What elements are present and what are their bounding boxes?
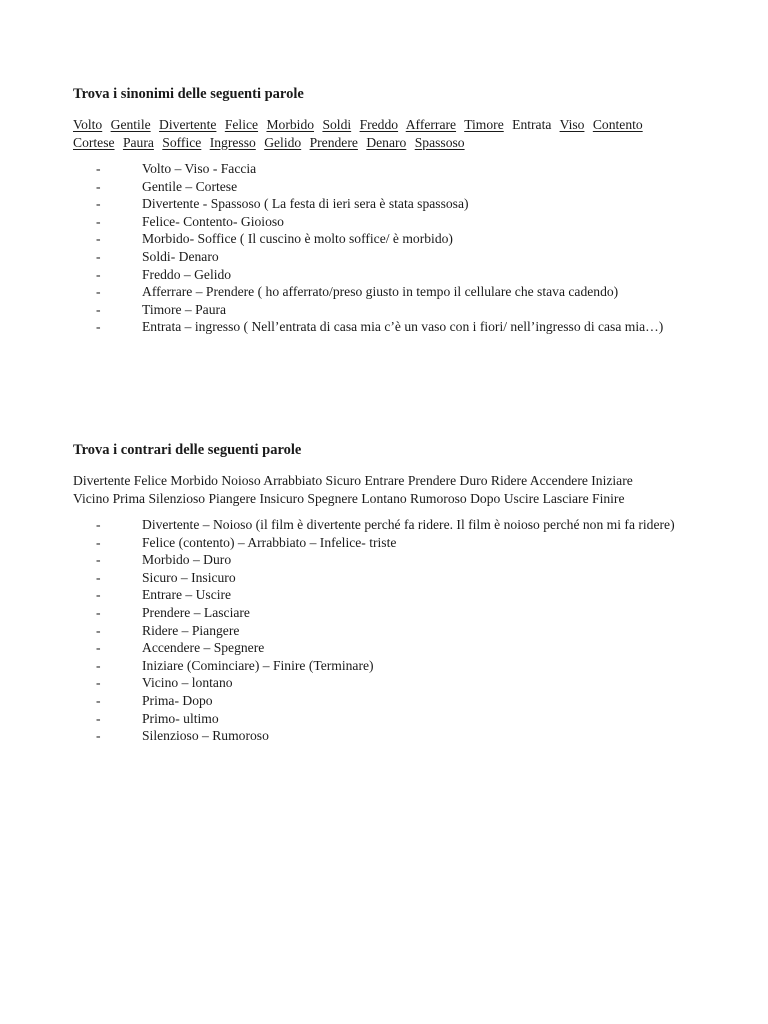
antonyms-word-line-2: Vicino Prima Silenzioso Piangere Insicuro Spegnere Lontano Rumoroso Dopo Uscire Lasciare Finire	[73, 490, 625, 506]
synonym-word: Ingresso	[209, 134, 256, 150]
synonym-word: Paura	[122, 134, 154, 150]
synonyms-word-line-2	[73, 134, 693, 152]
list-item-text: Timore – Paura	[142, 301, 227, 317]
list-item-text: Divertente – Noioso (il film è divertente perché fa ridere. Il film è noioso perché non mi fa ridere)	[142, 517, 675, 532]
list-bullet: -	[96, 569, 101, 585]
list-bullet: -	[96, 319, 101, 335]
list-item-text: Primo- ultimo	[142, 710, 219, 726]
synonym-word: Denaro	[366, 134, 407, 150]
list-item-text: Vicino – lontano	[142, 675, 233, 691]
list-bullet: -	[96, 266, 101, 282]
list-bullet: -	[96, 534, 101, 550]
list-bullet: -	[96, 301, 101, 317]
list-item-text: Felice (contento) – Arrabbiato – Infelice- triste	[142, 534, 397, 550]
synonyms-heading: Trova i sinonimi delle seguenti parole	[73, 86, 304, 102]
list-item	[96, 674, 693, 692]
list-item	[96, 604, 693, 622]
list-item-text: Volto – Viso - Faccia	[142, 161, 257, 176]
list-bullet: -	[96, 728, 101, 744]
list-bullet: -	[96, 161, 101, 176]
list-item-text: Soldi- Denaro	[142, 248, 219, 264]
list-bullet: -	[96, 284, 101, 300]
list-item	[96, 534, 693, 552]
list-item-text: Silenzioso – Rumoroso	[142, 728, 269, 744]
list-item-text: Accendere – Spegnere	[142, 640, 265, 656]
list-item-text: Prendere – Lasciare	[142, 604, 250, 620]
list-bullet: -	[96, 552, 101, 568]
list-item	[96, 551, 693, 569]
synonyms-word-line-1	[73, 116, 693, 134]
list-item-text: Divertente - Spassoso ( La festa di ieri sera è stata spassosa)	[142, 196, 469, 212]
synonym-word: Felice	[224, 117, 259, 132]
synonym-word: Gelido	[264, 134, 302, 150]
list-item	[96, 160, 693, 178]
synonym-word: Viso	[559, 117, 585, 132]
list-item	[96, 516, 693, 534]
list-item-text: Afferrare – Prendere ( ho afferrato/preso giusto in tempo il cellulare che stava cadendo)	[142, 284, 619, 300]
list-item	[96, 266, 693, 284]
synonym-word: Freddo	[359, 117, 399, 132]
list-item	[96, 639, 693, 657]
synonym-word: Entrata	[512, 117, 552, 132]
synonym-word: Afferrare	[405, 117, 457, 132]
synonym-word: Prendere	[309, 134, 358, 150]
list-item	[96, 586, 693, 604]
list-item-text: Entrare – Uscire	[142, 587, 232, 603]
synonym-word: Morbido	[266, 117, 315, 132]
list-item-text: Entrata – ingresso ( Nell’entrata di casa mia c’è un vaso con i fiori/ nell’ingresso di casa mia…)	[142, 319, 664, 335]
list-item-text: Ridere – Piangere	[142, 622, 240, 638]
antonyms-section	[73, 441, 693, 745]
list-bullet: -	[96, 517, 101, 532]
synonym-word: Contento	[592, 117, 643, 132]
list-item-text: Gentile – Cortese	[142, 178, 238, 194]
list-bullet: -	[96, 231, 101, 247]
list-bullet: -	[96, 675, 101, 691]
list-item	[96, 727, 693, 745]
synonym-word: Divertente	[159, 117, 217, 132]
synonyms-section	[73, 85, 693, 336]
list-item	[96, 318, 693, 336]
synonym-word: Spassoso	[414, 134, 465, 150]
list-item	[96, 230, 693, 248]
list-item	[96, 569, 693, 587]
synonym-word: Soldi	[322, 117, 352, 132]
list-item	[96, 178, 693, 196]
synonym-word: Cortese	[73, 134, 115, 150]
list-bullet: -	[96, 587, 101, 603]
list-item	[96, 692, 693, 710]
list-bullet: -	[96, 213, 101, 229]
list-item	[96, 195, 693, 213]
list-item	[96, 213, 693, 231]
antonyms-word-line-1: Divertente Felice Morbido Noioso Arrabbiato Sicuro Entrare Prendere Duro Ridere Accendere Iniziare	[73, 473, 633, 488]
list-item	[96, 283, 693, 301]
synonym-word: Timore	[464, 117, 504, 132]
list-item-text: Freddo – Gelido	[142, 266, 232, 282]
list-item	[96, 657, 693, 675]
synonym-word: Soffice	[162, 134, 202, 150]
list-item-text: Morbido- Soffice ( Il cuscino è molto soffice/ è morbido)	[142, 231, 453, 247]
list-bullet: -	[96, 178, 101, 194]
list-item	[96, 710, 693, 728]
list-item-text: Morbido – Duro	[142, 552, 232, 568]
list-bullet: -	[96, 657, 101, 673]
list-bullet: -	[96, 710, 101, 726]
list-item	[96, 248, 693, 266]
list-item-text: Iniziare (Cominciare) – Finire (Terminare)	[142, 657, 374, 673]
list-item-text: Sicuro – Insicuro	[142, 569, 236, 585]
list-bullet: -	[96, 692, 101, 708]
list-item	[96, 301, 693, 319]
synonym-word: Volto	[73, 117, 103, 132]
list-bullet: -	[96, 248, 101, 264]
list-item	[96, 622, 693, 640]
synonyms-list	[73, 160, 693, 336]
list-item-text: Prima- Dopo	[142, 692, 213, 708]
synonym-word: Gentile	[110, 117, 151, 132]
list-bullet: -	[96, 640, 101, 656]
antonyms-list	[73, 516, 693, 745]
list-item-text: Felice- Contento- Gioioso	[142, 213, 284, 229]
list-bullet: -	[96, 622, 101, 638]
antonyms-heading: Trova i contrari delle seguenti parole	[73, 442, 302, 458]
list-bullet: -	[96, 196, 101, 212]
list-bullet: -	[96, 604, 101, 620]
